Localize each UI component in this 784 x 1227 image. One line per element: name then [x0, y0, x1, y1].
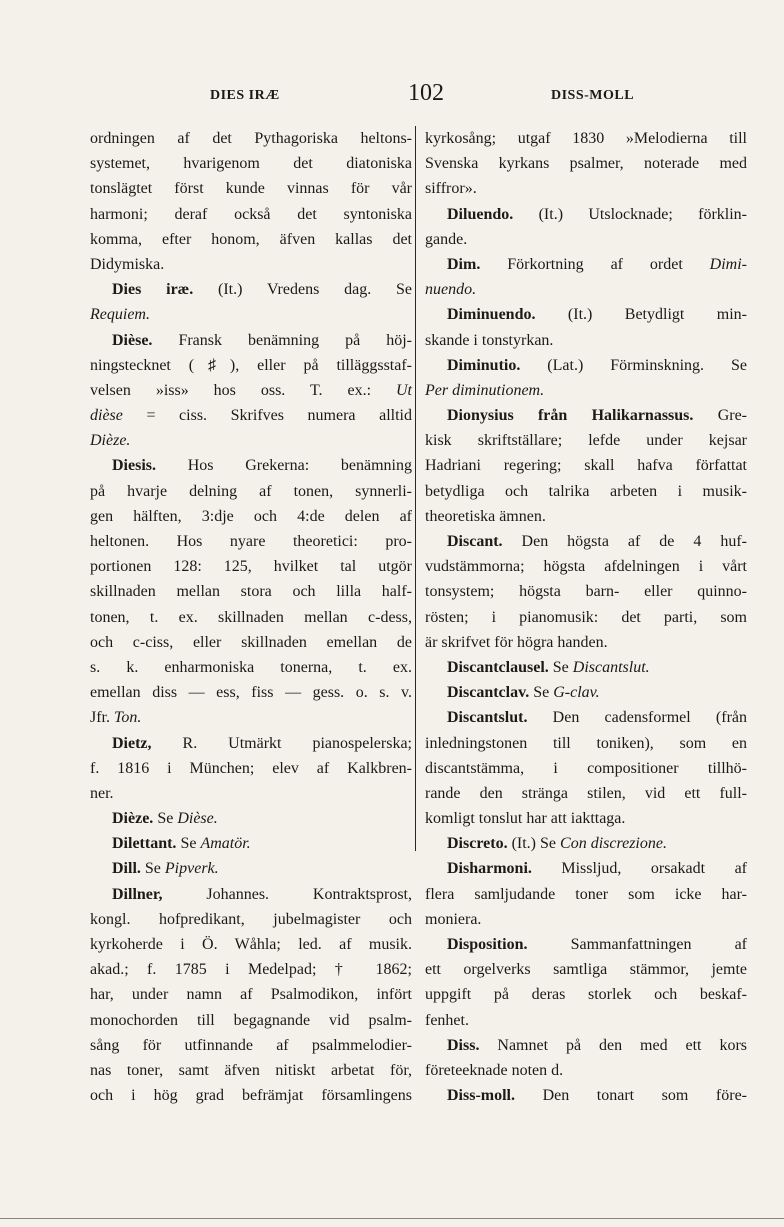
text-line [90, 705, 412, 730]
line-text: på hvarje delning af tonen, synnerli- [90, 482, 412, 500]
italic-reference: Amatör. [200, 835, 251, 853]
line-text: tonslägtet först kunde vinnas för vår [90, 180, 412, 198]
entry-first-line [90, 856, 412, 881]
text-line [90, 680, 412, 705]
italic-reference: Discantslut. [572, 658, 650, 676]
line-text: sång för utfinnande af psalmmelodier- [90, 1036, 412, 1054]
line-text: skillnaden mellan stora och lilla half- [90, 583, 412, 601]
line-text: Se [548, 658, 573, 676]
headword: Dies iræ. [112, 281, 194, 299]
line-text: Gre- [693, 407, 747, 425]
line-text: siffror». [425, 180, 477, 198]
entry-first-line [90, 882, 412, 907]
text-line [90, 1033, 412, 1058]
line-text: komma, efter honom, äfven kallas det [90, 230, 412, 248]
line-text: Den tonart som före- [515, 1087, 747, 1105]
line-text: gande. [425, 230, 468, 248]
line-text: = ciss. Skrifves numera alltid [122, 407, 412, 425]
text-line [90, 932, 412, 957]
line-text: heltonen. Hos nyare theoretici: pro- [90, 533, 412, 550]
entry-first-line [90, 731, 412, 756]
text-line [425, 806, 747, 831]
line-text: Den högsta af de 4 huf- [502, 533, 747, 550]
entry-first-line [425, 932, 747, 957]
line-text: (It.) Vredens dag. Se [193, 281, 413, 299]
entry-first-line [425, 705, 747, 730]
headword: Diminuendo. [447, 306, 536, 324]
line-text: (It.) Utslocknade; förklin- [513, 205, 747, 223]
line-text: kyrkosång; utgaf 1830 »Melodierna till [425, 130, 747, 147]
line-text: emellan diss — ess, fiss — gess. o. s. v. [90, 684, 412, 702]
italic-reference: Con discrezione. [560, 835, 667, 853]
entry-first-line [425, 353, 747, 378]
line-text: tonsystem; högsta barn- eller quinno- [425, 583, 747, 601]
text-line [90, 252, 412, 277]
text-line [90, 1058, 412, 1083]
right-column [425, 126, 747, 1108]
text-line [90, 579, 412, 604]
italic-reference: Dimi- [709, 255, 747, 273]
line-text: Johannes. Kontraktsprost, [162, 885, 412, 903]
line-text: portionen 128: 125, hvilket tal utgör [90, 558, 412, 576]
text-line [90, 781, 412, 806]
text-line [90, 353, 412, 378]
text-line [90, 1083, 412, 1108]
line-text: Sammanfattningen af [527, 936, 747, 953]
text-line [425, 907, 747, 932]
headword: Dionysius från Halikarnassus. [447, 407, 694, 425]
line-text: harmoni; deraf också det syntoniska [90, 205, 412, 223]
line-text: kisk skriftställare; lefde under kejsar [425, 432, 747, 450]
line-text: Jfr. [90, 709, 114, 727]
line-text: velsen »iss» hos oss. T. ex.: [90, 381, 396, 399]
text-line [90, 605, 412, 630]
line-text: ordningen af det Pythagoriska heltons- [90, 130, 412, 147]
line-text: Namnet på den med ett kors [479, 1036, 747, 1054]
headword: Discantslut. [447, 709, 528, 727]
italic-reference: G-clav. [553, 684, 600, 702]
entry-first-line [90, 831, 412, 856]
text-line [425, 277, 747, 302]
line-text: Förkortning af ordet [480, 255, 710, 273]
line-text: Se [153, 810, 178, 828]
line-text: ningstecknet (♯), eller på tilläggsstaf- [90, 356, 412, 374]
text-line [425, 957, 747, 982]
text-line [90, 1008, 412, 1033]
headword: Dilettant. [112, 835, 177, 853]
line-text: Se [140, 860, 165, 878]
italic-reference: Dièse. [177, 810, 218, 828]
italic-reference: Dièze. [90, 432, 131, 450]
line-text: (It.) Betydligt min- [535, 306, 747, 324]
line-text: Didymiska. [90, 255, 165, 273]
line-text: monochorden till begagnande vid psalm- [90, 1011, 412, 1029]
text-line [425, 1058, 747, 1083]
line-text: kyrkoherde i Ö. Wåhla; led. af musik. [90, 936, 412, 953]
line-text: skande i tonstyrkan. [425, 331, 554, 349]
headword: Discreto. [447, 835, 508, 853]
italic-term: dièse [90, 407, 123, 425]
line-text: systemet, hvarigenom det diatoniska [90, 155, 412, 173]
entry-first-line [90, 277, 412, 302]
text-line [425, 579, 747, 604]
entry-first-line [425, 680, 747, 705]
headword: Diminutio. [447, 356, 521, 374]
headword: Diluendo. [447, 205, 514, 223]
line-text: fenhet. [425, 1011, 469, 1029]
text-line [90, 126, 412, 151]
line-text: ner. [90, 784, 114, 802]
entry-first-line [90, 453, 412, 478]
text-line [425, 378, 747, 403]
headword: Disposition. [447, 936, 528, 953]
text-line [425, 630, 747, 655]
entry-first-line [425, 202, 747, 227]
text-line [425, 982, 747, 1007]
text-line [90, 227, 412, 252]
headword: Diesis. [112, 457, 156, 475]
entry-first-line [425, 655, 747, 680]
italic-reference: Requiem. [90, 306, 150, 324]
text-line [425, 756, 747, 781]
line-text: är skrifvet för högra handen. [425, 633, 608, 651]
column-divider [415, 126, 416, 851]
text-line [425, 781, 747, 806]
text-line [90, 176, 412, 201]
line-text: komligt tonslut har att iakttaga. [425, 810, 626, 828]
line-text: Den cadensformel (från [527, 709, 747, 727]
headword: Diss. [447, 1036, 480, 1054]
headword: Dill. [112, 860, 141, 878]
text-line [90, 428, 412, 453]
header-left-catchword: DIES IRÆ [210, 88, 280, 103]
text-line [90, 302, 412, 327]
headword: Dim. [447, 255, 481, 273]
text-line [425, 176, 747, 201]
line-text: discantstämma, i compositioner tillhö- [425, 759, 747, 777]
line-text: rande den stränga stilen, vid ett full- [425, 784, 747, 802]
text-line [90, 403, 412, 428]
line-text: s. k. enharmoniska tonerna, t. ex. [90, 658, 412, 676]
entry-first-line [425, 831, 747, 856]
text-line [90, 907, 412, 932]
headword: Dietz, [112, 734, 152, 752]
line-text: inledningstonen till toniken), som en [425, 734, 747, 752]
line-text: gen hälften, 3:dje och 4:de delen af [90, 507, 412, 525]
line-text: har, under namn af Psalmodikon, infört [90, 986, 412, 1004]
text-line [425, 328, 747, 353]
line-text: betydliga och talrika arbeten i musik- [425, 482, 747, 500]
line-text: Fransk benämning på höj- [152, 331, 412, 349]
line-text: och i hög grad befrämjat församlingens [90, 1087, 412, 1105]
line-text: Se [176, 835, 201, 853]
page-bottom-edge [0, 1218, 784, 1219]
entry-first-line [425, 856, 747, 881]
headword: Dillner, [112, 885, 163, 903]
text-line [90, 957, 412, 982]
text-line [425, 731, 747, 756]
text-line [90, 504, 412, 529]
line-text: (Lat.) Förminskning. Se [520, 356, 747, 374]
line-text: flera samljudande toner som icke har- [425, 885, 747, 903]
text-line [425, 428, 747, 453]
text-line [425, 151, 747, 176]
line-text: kongl. hofpredikant, jubelmagister och [90, 910, 412, 928]
line-text: moniera. [425, 910, 482, 928]
line-text: Se [529, 684, 554, 702]
line-text: och c-ciss, eller skillnaden emellan de [90, 633, 412, 651]
text-line [90, 479, 412, 504]
page-number: 102 [408, 80, 444, 106]
text-line [425, 605, 747, 630]
line-text: Svenska kyrkans psalmer, noterade med [425, 155, 747, 173]
entry-first-line [425, 302, 747, 327]
text-line [90, 554, 412, 579]
headword: Dièze. [112, 810, 154, 828]
italic-reference: Ton. [114, 709, 142, 727]
italic-reference: Pipverk. [164, 860, 219, 878]
line-text: Missljud, orsakadt af [531, 860, 747, 878]
headword: Dièse. [112, 331, 153, 349]
line-text: Hos Grekerna: benämning [156, 457, 412, 475]
text-line [90, 529, 412, 554]
italic-reference: Per diminutionem. [425, 381, 545, 399]
text-line [425, 504, 747, 529]
text-line [425, 1008, 747, 1033]
text-line [90, 756, 412, 781]
italic-reference: Ut [396, 381, 412, 399]
text-line [425, 126, 747, 151]
text-line [90, 378, 412, 403]
entry-first-line [90, 328, 412, 353]
headword: Discantclav. [447, 684, 530, 702]
line-text: ett orgelverks samtliga stämmor, jemte [425, 961, 747, 979]
headword: Discantclausel. [447, 658, 549, 676]
line-text: Hadriani regering; skall hafva författat [425, 457, 747, 475]
line-text: R. Utmärkt pianospelerska; [151, 734, 412, 752]
line-text: uppgift på deras storlek och beskaf- [425, 986, 747, 1004]
entry-first-line [425, 1083, 747, 1108]
header-right-catchword: DISS-MOLL [551, 88, 635, 103]
line-text: tonen, t. ex. skillnaden mellan c-dess, [90, 608, 412, 626]
text-line [90, 630, 412, 655]
entry-first-line [425, 252, 747, 277]
text-line [425, 227, 747, 252]
headword: Discant. [447, 533, 503, 550]
entry-first-line [425, 403, 747, 428]
text-line [425, 479, 747, 504]
text-line [425, 882, 747, 907]
line-text: theoretiska ämnen. [425, 507, 546, 525]
entry-first-line [425, 1033, 747, 1058]
text-line [90, 655, 412, 680]
headword: Diss-moll. [447, 1087, 515, 1105]
entry-first-line [90, 806, 412, 831]
text-line [425, 554, 747, 579]
text-line [90, 982, 412, 1007]
line-text: vudstämmorna; högsta afdelningen i vårt [425, 558, 747, 576]
line-text: f. 1816 i München; elev af Kalkbren- [90, 759, 412, 777]
line-text: nas toner, samt äfven nitiskt arbetat för, [90, 1061, 412, 1079]
line-text: rösten; i pianomusik: det parti, som [425, 608, 747, 626]
line-text: akad.; f. 1785 i Medelpad; † 1862; [90, 961, 412, 979]
line-text: företeeknade noten d. [425, 1061, 564, 1079]
entry-first-line [425, 529, 747, 554]
italic-reference: nuendo. [425, 281, 477, 299]
text-line [90, 202, 412, 227]
headword: Disharmoni. [447, 860, 532, 878]
running-header [90, 80, 700, 112]
text-line [425, 453, 747, 478]
line-text: (It.) Se [507, 835, 561, 853]
left-column [90, 126, 412, 1108]
text-line [90, 151, 412, 176]
